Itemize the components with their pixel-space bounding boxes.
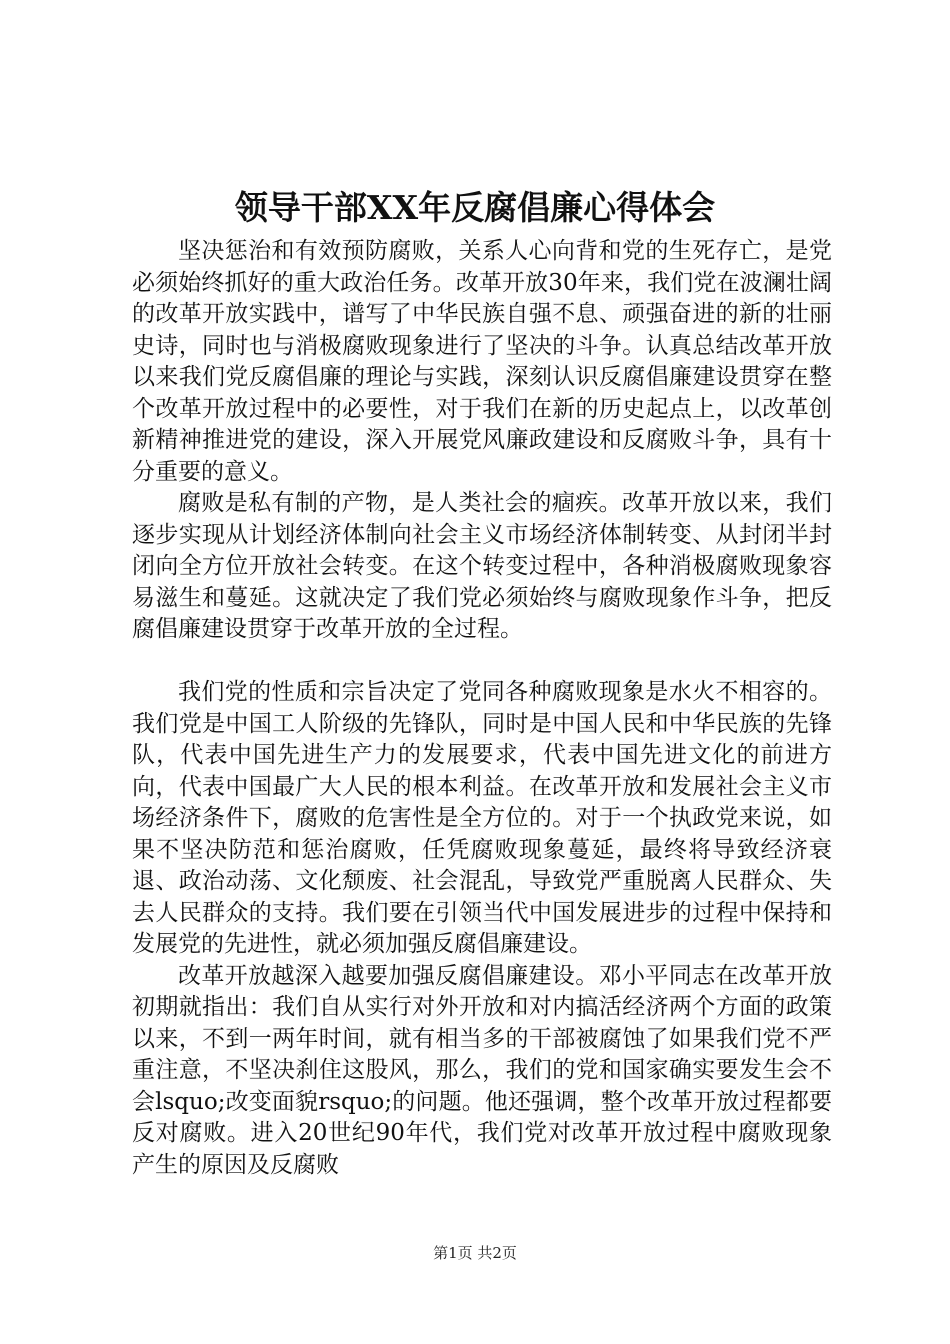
page-number-footer: 第1页 共2页	[433, 1244, 517, 1262]
paragraph-4: 改革开放越深入越要加强反腐倡廉建设。邓小平同志在改革开放初期就指出：我们自从实行对外开放和对内搞活经济两个方面的政策以来，不到一两年时间，就有相当多的干部被腐蚀了如果我们党不严重注意，不坚决刹住这股风，那么，我们的党和国家确实要发生会不会lsquo;改变面貌rsquo;的问题。他还强调，整个改革开放过程都要反对腐败。进入20世纪90年代，我们党对改革开放过程中腐败现象产生的原因及反腐败	[132, 962, 832, 1178]
paragraph-1: 坚决惩治和有效预防腐败，关系人心向背和党的生死存亡，是党必须始终抓好的重大政治任务。改革开放30年来，我们党在波澜壮阔的改革开放实践中，谱写了中华民族自强不息、顽强奋进的新的壮丽史诗，同时也与消极腐败现象进行了坚决的斗争。认真总结改革开放以来我们党反腐倡廉的理论与实践，深刻认识反腐倡廉建设贯穿在整个改革开放过程中的必要性，对于我们在新的历史起点上，以改革创新精神推进党的建设，深入开展党风廉政建设和反腐败斗争，具有十分重要的意义。	[132, 238, 832, 485]
document-title: 领导干部XX年反腐倡廉心得体会	[234, 188, 716, 227]
paragraph-3: 我们党的性质和宗旨决定了党同各种腐败现象是水火不相容的。我们党是中国工人阶级的先锋队，同时是中国人民和中华民族的先锋队，代表中国先进生产力的发展要求，代表中国先进文化的前进方向，代表中国最广大人民的根本利益。在改革开放和发展社会主义市场经济条件下，腐败的危害性是全方位的。对于一个执政党来说，如果不坚决防范和惩治腐败，任凭腐败现象蔓延，最终将导致经济衰退、政治动荡、文化颓废、社会混乱，导致党严重脱离人民群众、失去人民群众的支持。我们要在引领当代中国发展进步的过程中保持和发展党的先进性，就必须加强反腐倡廉建设。	[132, 679, 832, 957]
paragraph-2: 腐败是私有制的产物，是人类社会的痼疾。改革开放以来，我们逐步实现从计划经济体制向社会主义市场经济体制转变、从封闭半封闭向全方位开放社会转变。在这个转变过程中，各种消极腐败现象容易滋生和蔓延。这就决定了我们党必须始终与腐败现象作斗争，把反腐倡廉建设贯穿于改革开放的全过程。	[132, 490, 832, 642]
document-body	[132, 236, 832, 1181]
